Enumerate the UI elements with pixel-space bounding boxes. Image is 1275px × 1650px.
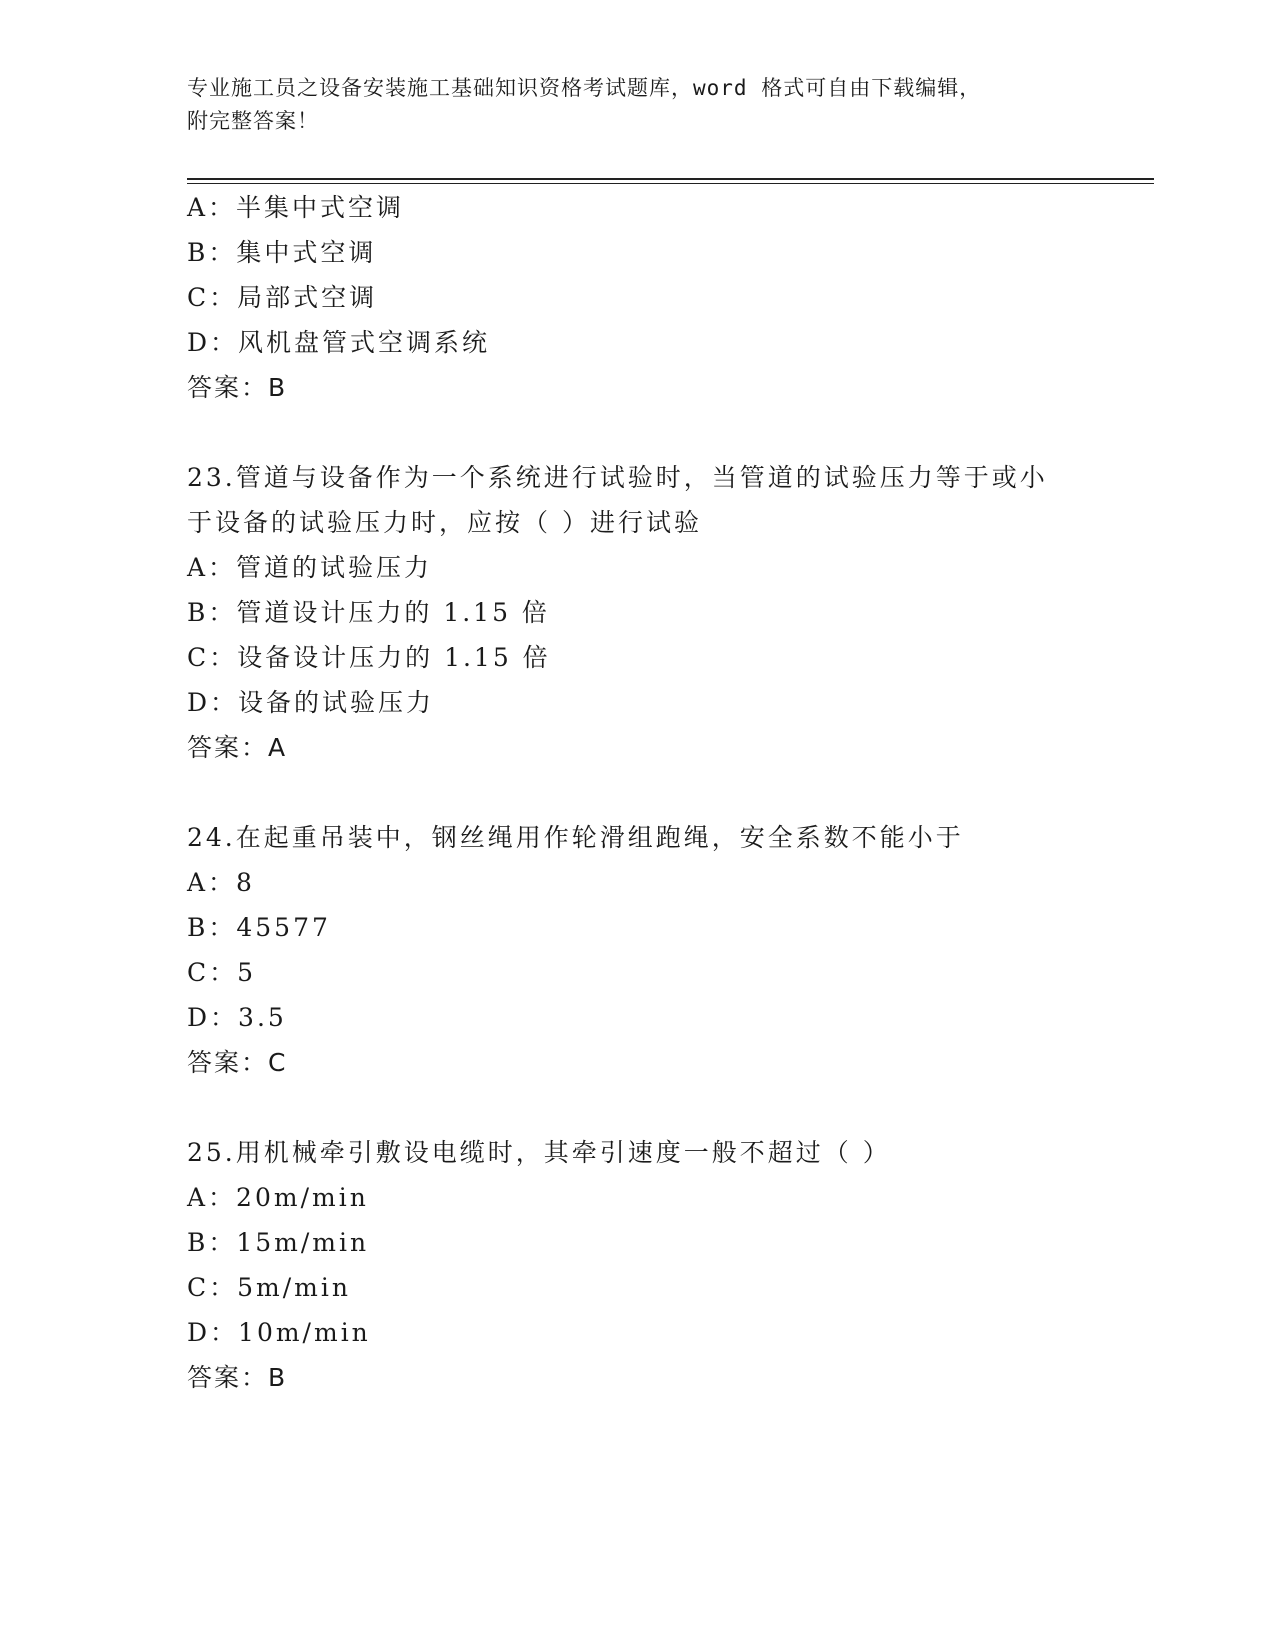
header-divider-thick	[187, 178, 1154, 180]
q25-option-b: B：15m/min	[187, 1228, 370, 1257]
q23-stem-line-2: 于设备的试验压力时，应按（ ）进行试验	[187, 508, 702, 537]
q25-stem: 25.用机械牵引敷设电缆时，其牵引速度一般不超过（ ）	[187, 1138, 891, 1167]
q23-option-d: D：设备的试验压力	[187, 688, 435, 717]
q24-stem: 24.在起重吊装中，钢丝绳用作轮滑组跑绳，安全系数不能小于	[187, 823, 964, 852]
q25-option-a: A：20m/min	[187, 1183, 369, 1212]
q23-option-b: B：管道设计压力的 1.15 倍	[187, 598, 550, 627]
q23-option-c: C：设备设计压力的 1.15 倍	[187, 643, 551, 672]
header-line-2: 附完整答案！	[187, 109, 319, 133]
document-header	[187, 72, 1087, 138]
prev-option-a: A：半集中式空调	[187, 193, 405, 222]
q23-answer: 答案：A	[187, 733, 288, 762]
q24-option-a: A：8	[187, 868, 255, 897]
q25-option-d: D：10m/min	[187, 1318, 371, 1347]
q24-option-b: B：45577	[187, 913, 331, 942]
q23-option-a: A：管道的试验压力	[187, 553, 433, 582]
prev-option-d: D：风机盘管式空调系统	[187, 328, 491, 357]
prev-answer: 答案：B	[187, 373, 288, 402]
prev-option-c: C：局部式空调	[187, 283, 378, 312]
header-line-1: 专业施工员之设备安装施工基础知识资格考试题库，word 格式可自由下载编辑，	[187, 76, 982, 100]
q23-stem-line-1: 23.管道与设备作为一个系统进行试验时，当管道的试验压力等于或小	[187, 463, 1048, 492]
q24-option-c: C：5	[187, 958, 257, 987]
q24-answer: 答案：C	[187, 1048, 288, 1077]
q24-option-d: D：3.5	[187, 1003, 287, 1032]
q25-answer: 答案：B	[187, 1363, 288, 1392]
prev-option-b: B：集中式空调	[187, 238, 377, 267]
q25-option-c: C：5m/min	[187, 1273, 351, 1302]
header-divider-thin	[187, 183, 1154, 184]
